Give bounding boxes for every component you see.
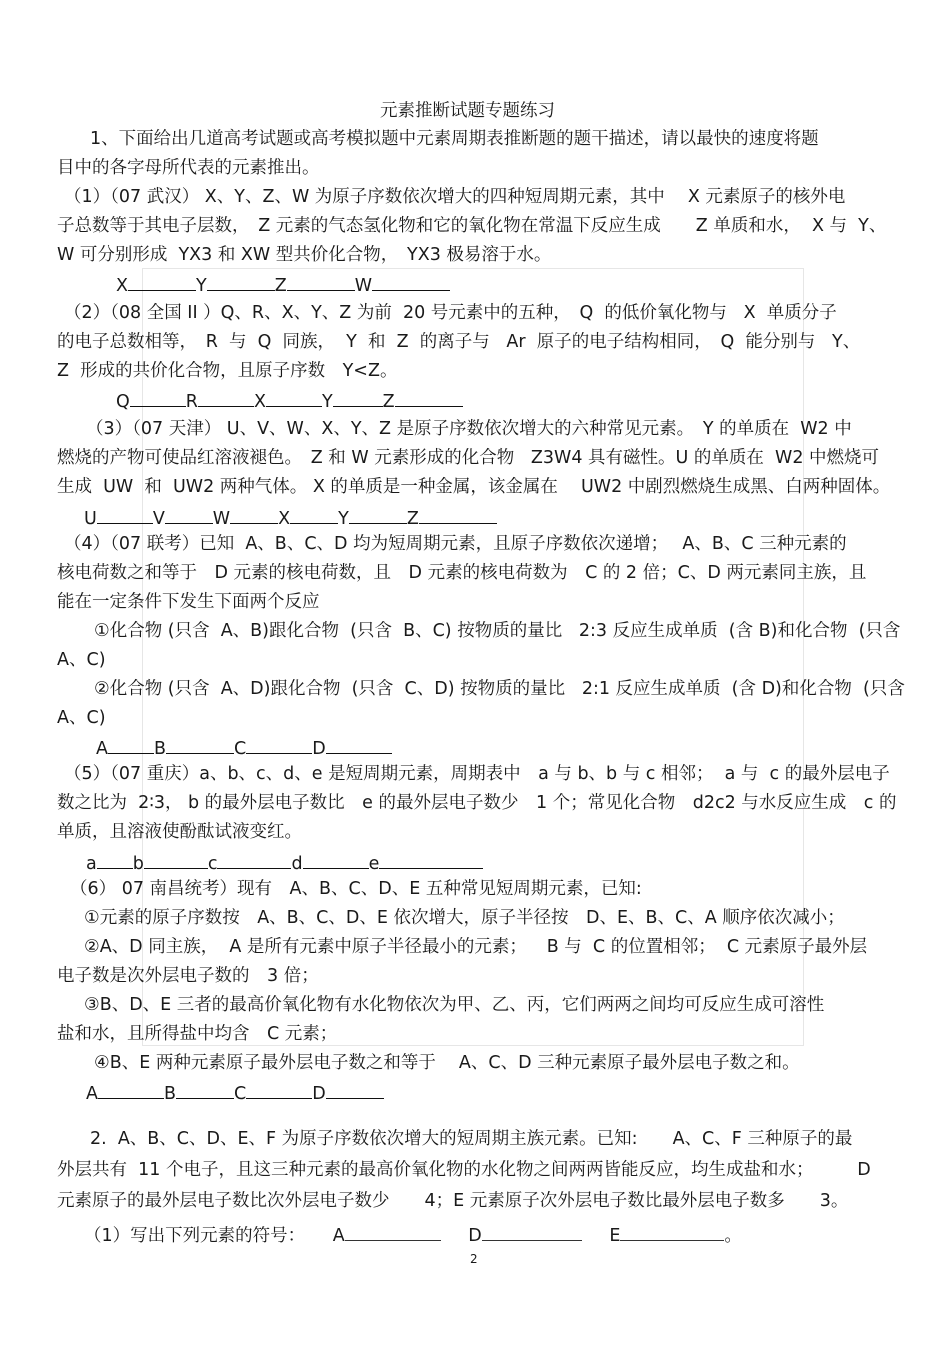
q5-line-2: 数之比为 2∶3， b 的最外层电子数比 e 的最外层电子数少 1 个；常见化合物 d2c2 与水反应生成 c 的 (57, 793, 897, 813)
q1-line-3: W 可分别形成 YX3 和 XW 型共价化合物， YX3 极易溶于水。 (57, 245, 552, 265)
q7-sub1-end: 。 (724, 1226, 742, 1246)
q3-line-1: （3）（07 天津） U、V、W、X、Y、Z 是原子序数依次增大的六种常见元素。 Y 的单质在 W2 中 (86, 419, 852, 439)
q4-line-7: A、C) (57, 708, 106, 728)
q2-line-1: （2）（08 全国 II ）Q、R、X、Y、Z 为前 20 号元素中的五种， Q 的低价氧化物与 X 单质分子 (64, 303, 837, 323)
q2-blank-y[interactable] (333, 388, 383, 407)
q5-blank-c[interactable] (217, 850, 291, 869)
q6-label-b: B (163, 1084, 176, 1104)
q2-line-2: 的电子总数相等， R 与 Q 同族， Y 和 Z 的离子与 Ar 原子的电子结构相同， Q 能分别与 Y、 (57, 332, 861, 352)
q6-line-7: ④B、E 两种元素原子最外层电子数之和等于 A、C、D 三种元素原子最外层电子数之和。 (94, 1053, 800, 1073)
q7-sub1-label: （1）写出下列元素的符号： (84, 1226, 306, 1246)
q6-blank-b[interactable] (176, 1080, 234, 1099)
q4-line-1: （4）（07 联考）已知 A、B、C、D 均为短周期元素，且原子序数依次递增； A、B、C 三种元素的 (64, 534, 847, 554)
q6-blank-a[interactable] (98, 1080, 164, 1099)
q4-blank-d[interactable] (326, 735, 392, 754)
q6-line-4: 电子数是次外层电子数的 3 倍； (57, 966, 319, 986)
q2-label-q: Q (116, 392, 130, 412)
q1-answer-row (116, 272, 450, 297)
q4-line-5: A、C) (57, 650, 106, 670)
q7-sub1-blank-e[interactable] (620, 1222, 724, 1241)
page-number: 2 (470, 1252, 478, 1266)
q5-blank-e[interactable] (379, 850, 483, 869)
q4-label-a: A (96, 739, 108, 759)
q4-blank-b[interactable] (166, 735, 234, 754)
q6-blank-c[interactable] (246, 1080, 312, 1099)
q1-line-1: （1）（07 武汉） X、Y、Z、W 为原子序数依次增大的四种短周期元素，其中 X 元素原子的核外电 (64, 187, 846, 207)
q1-label-z: Z (274, 276, 287, 296)
page-title: 元素推断试题专题练习 (380, 101, 555, 121)
q6-blank-d[interactable] (326, 1080, 384, 1099)
q3-label-w: W (212, 509, 231, 529)
q1-blank-z[interactable] (287, 272, 355, 291)
q3-blank-u[interactable] (97, 505, 153, 524)
q2-line-3: Z 形成的共价化合物，且原子序数 Y<Z。 (57, 361, 398, 381)
q6-label-a: A (86, 1084, 98, 1104)
q3-blank-w[interactable] (230, 505, 278, 524)
q7-sub1-label-d: D (468, 1226, 482, 1246)
q1-line-2: 子总数等于其电子层数， Z 元素的气态氢化物和它的氧化物在常温下反应生成 Z 单质和水， X 与 Y、 (57, 216, 887, 236)
q4-line-3: 能在一定条件下发生下面两个反应 (57, 592, 320, 612)
q4-line-4: ①化合物 (只含 A、B)跟化合物 (只含 B、C) 按物质的量比 2:3 反应生成单质 (含 B)和化合物 (只含 (94, 621, 901, 641)
q4-label-b: B (153, 739, 166, 759)
q4-answer-row (96, 735, 392, 760)
q3-answer-row (84, 505, 497, 530)
intro-line-2: 目中的各字母所代表的元素推出。 (57, 158, 320, 178)
intro-line-1: 1、下面给出几道高考试题或高考模拟题中元素周期表推断题的题干描述，请以最快的速度将题 (90, 129, 819, 149)
q4-label-d: D (312, 739, 326, 759)
q7-sub1-row (84, 1222, 742, 1247)
q7-sub1-blank-a[interactable] (345, 1222, 441, 1241)
q6-line-3: ②A、D 同主族， A 是所有元素中原子半径最小的元素； B 与 C 的位置相邻； C 元素原子最外层 (84, 937, 868, 957)
q3-line-2: 燃烧的产物可使品红溶液褪色。 Z 和 W 元素形成的化合物 Z3W4 具有磁性。U 的单质在 W2 中燃烧可 (57, 448, 880, 468)
q1-label-w: W (354, 276, 373, 296)
q2-blank-q[interactable] (130, 388, 186, 407)
q6-line-1: （6） 07 南昌统考）现有 A、B、C、D、E 五种常见短周期元素，已知: (70, 879, 642, 899)
q1-label-y: Y (196, 276, 207, 296)
q2-label-x: X (253, 392, 266, 412)
q2-blank-x[interactable] (266, 388, 322, 407)
q4-label-c: C (234, 739, 247, 759)
q3-label-v: V (152, 509, 165, 529)
q1-label-x: X (116, 276, 128, 296)
q2-blank-r[interactable] (198, 388, 254, 407)
q7-sub1-blank-d[interactable] (482, 1222, 582, 1241)
q7-sub1-label-e: E (609, 1226, 621, 1246)
q3-label-z: Z (406, 509, 419, 529)
q6-line-6: 盐和水，且所得盐中均含 C 元素； (57, 1024, 338, 1044)
q3-line-3: 生成 UW 和 UW2 两种气体。 X 的单质是一种金属，该金属在 UW2 中剧烈燃烧生成黑、白两种固体。 (57, 477, 891, 497)
q3-blank-v[interactable] (165, 505, 213, 524)
q5-label-a: a (86, 854, 97, 874)
q4-line-2: 核电荷数之和等于 D 元素的核电荷数，且 D 元素的核电荷数为 C 的 2 倍；C、D 两元素同主族，且 (57, 563, 867, 583)
q5-blank-a[interactable] (97, 850, 133, 869)
q3-label-y: Y (338, 509, 349, 529)
q3-blank-x[interactable] (290, 505, 338, 524)
q6-label-c: C (234, 1084, 247, 1104)
q7-line-2: 外层共有 11 个电子，且这三种元素的最高价氧化物的水化物之间两两皆能反应，均生成盐和水； D (57, 1160, 871, 1180)
q3-blank-z[interactable] (419, 505, 497, 524)
q1-blank-w[interactable] (372, 272, 450, 291)
q5-line-1: （5）（07 重庆）a、b、c、d、e 是短周期元素，周期表中 a 与 b、b 与 c 相邻； a 与 c 的最外层电子 (64, 764, 890, 784)
q5-blank-b[interactable] (144, 850, 208, 869)
q3-label-x: X (278, 509, 291, 529)
q7-sub1-label-a: A (332, 1226, 345, 1246)
q2-answer-row (116, 388, 463, 413)
q5-line-3: 单质，且溶液使酚酞试液变红。 (57, 822, 302, 842)
q7-line-1: 2. A、B、C、D、E、F 为原子序数依次增大的短周期主族元素。已知: A、C、F 三种原子的最 (90, 1129, 853, 1149)
q3-blank-y[interactable] (349, 505, 407, 524)
q6-answer-row (86, 1080, 384, 1105)
faint-frame (142, 268, 804, 1046)
q5-label-d: d (291, 854, 303, 874)
q2-blank-z[interactable] (395, 388, 463, 407)
q1-blank-x[interactable] (128, 272, 196, 291)
q2-label-z: Z (382, 392, 395, 412)
q3-label-u: U (84, 509, 97, 529)
q6-line-2: ①元素的原子序数按 A、B、C、D、E 依次增大，原子半径按 D、E、B、C、A 顺序依次减小； (84, 908, 845, 928)
q4-blank-c[interactable] (246, 735, 312, 754)
q5-answer-row (86, 850, 483, 875)
q5-label-e: e (368, 854, 380, 874)
q5-label-c: c (207, 854, 218, 874)
q4-blank-a[interactable] (108, 735, 154, 754)
q5-label-b: b (132, 854, 144, 874)
q2-label-r: R (185, 392, 198, 412)
q4-line-6: ②化合物 (只含 A、D)跟化合物 (只含 C、D) 按物质的量比 2:1 反应生成单质 (含 D)和化合物 (只含 (94, 679, 905, 699)
q1-blank-y[interactable] (207, 272, 275, 291)
q6-label-d: D (312, 1084, 326, 1104)
q6-line-5: ③B、D、E 三者的最高价氧化物有水化物依次为甲、乙、丙，它们两两之间均可反应生成可溶性 (84, 995, 825, 1015)
q2-label-y: Y (321, 392, 333, 412)
q5-blank-d[interactable] (303, 850, 369, 869)
q7-line-3: 元素原子的最外层电子数比次外层电子数少 4；E 元素原子次外层电子数比最外层电子数多 3。 (57, 1191, 849, 1211)
